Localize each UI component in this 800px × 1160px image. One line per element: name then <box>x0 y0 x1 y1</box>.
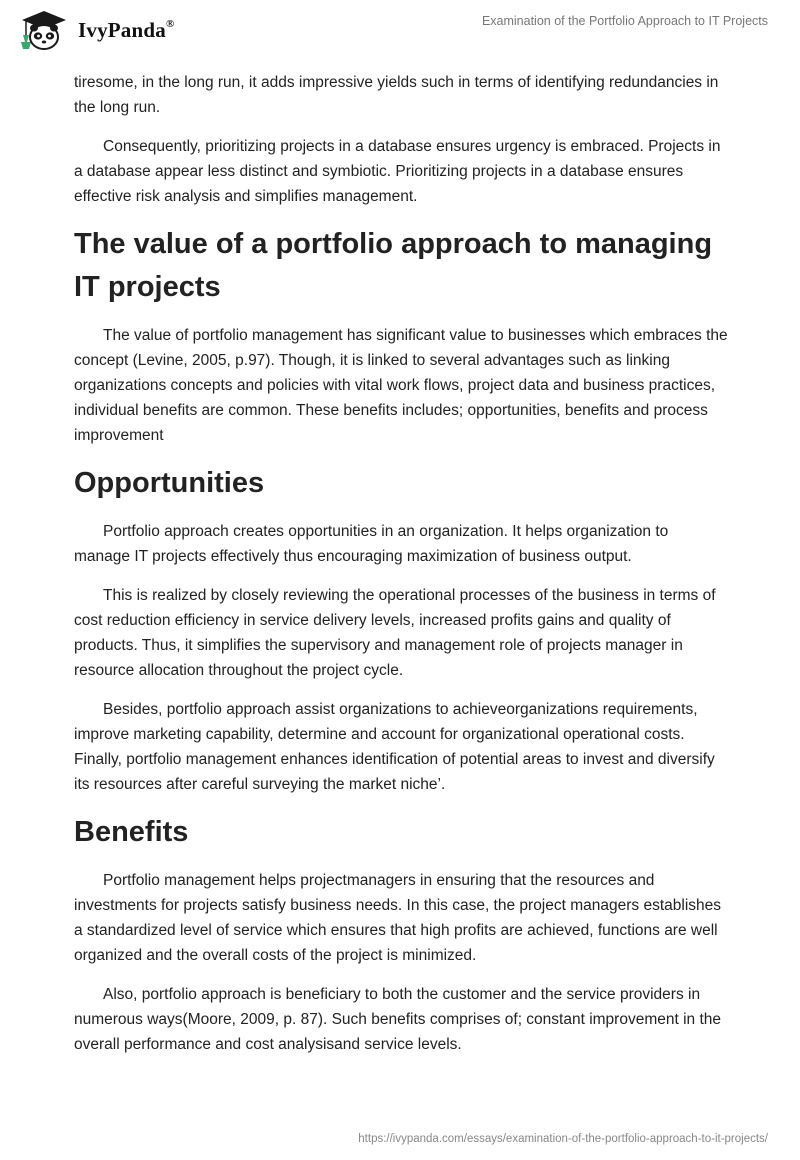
paragraph: The value of portfolio management has significant value to businesses which embraces the concept (Levine, 2005, p.97). Though, it is linked to several advantages such as linking organizations concepts and policies with vital work flows, project data and business practices, individual benefits are common. These benefits includes; opportunities, benefits and process improvement <box>74 327 728 444</box>
paragraph: Also, portfolio approach is beneficiary to both the customer and the service providers in numerous ways(Moore, 2009, p. 87). Such benefits comprises of; constant improvement in the overall performance and cost analysisand service levels. <box>74 986 722 1053</box>
paragraph: Portfolio management helps projectmanagers in ensuring that the resources and investments for projects satisfy business needs. In this case, the project managers establishes a standardized level of service which ensures that high profits are achieved, functions are well organized and the overall costs of the project is minimized. <box>74 872 722 964</box>
section-heading: Benefits <box>74 816 189 848</box>
section-heading: Opportunities <box>74 467 265 499</box>
paragraph: tiresome, in the long run, it adds impressive yields such in terms of identifying redundancies in the long run. <box>74 74 719 116</box>
brand-name: IvyPanda® <box>78 17 175 42</box>
paragraph: This is realized by closely reviewing the operational processes of the business in terms of cost reduction efficiency in service delivery levels, increased profits gains and quality of products. Thus, it simplifies the supervisory and management role of projects manager in resource allocation throughout the project cycle. <box>74 587 716 679</box>
essay-content <box>74 70 728 1071</box>
ivypanda-logo[interactable] <box>16 9 174 51</box>
panda-graduate-icon <box>16 9 72 51</box>
paragraph: Besides, portfolio approach assist organizations to achieveorganizations requirements, improve marketing capability, determine and account for organizational operational costs. Finally, portfolio management enhances identification of potential areas to invest and diversify its resources after careful surveying the market niche’. <box>74 701 715 793</box>
paragraph: Portfolio approach creates opportunities in an organization. It helps organization to manage IT projects effectively thus encouraging maximization of business output. <box>74 523 669 565</box>
document-title: Examination of the Portfolio Approach to IT Projects <box>481 14 768 28</box>
source-url[interactable]: https://ivypanda.com/essays/examination-of-the-portfolio-approach-to-it-projects/ <box>358 1133 768 1145</box>
page-header <box>0 0 800 60</box>
paragraph: Consequently, prioritizing projects in a database ensures urgency is embraced. Projects in a database appear less distinct and symbiotic. Prioritizing projects in a database ensures effective risk analysis and simplifies management. <box>74 138 721 205</box>
section-heading: The value of a portfolio approach to managing IT projects <box>74 228 713 303</box>
